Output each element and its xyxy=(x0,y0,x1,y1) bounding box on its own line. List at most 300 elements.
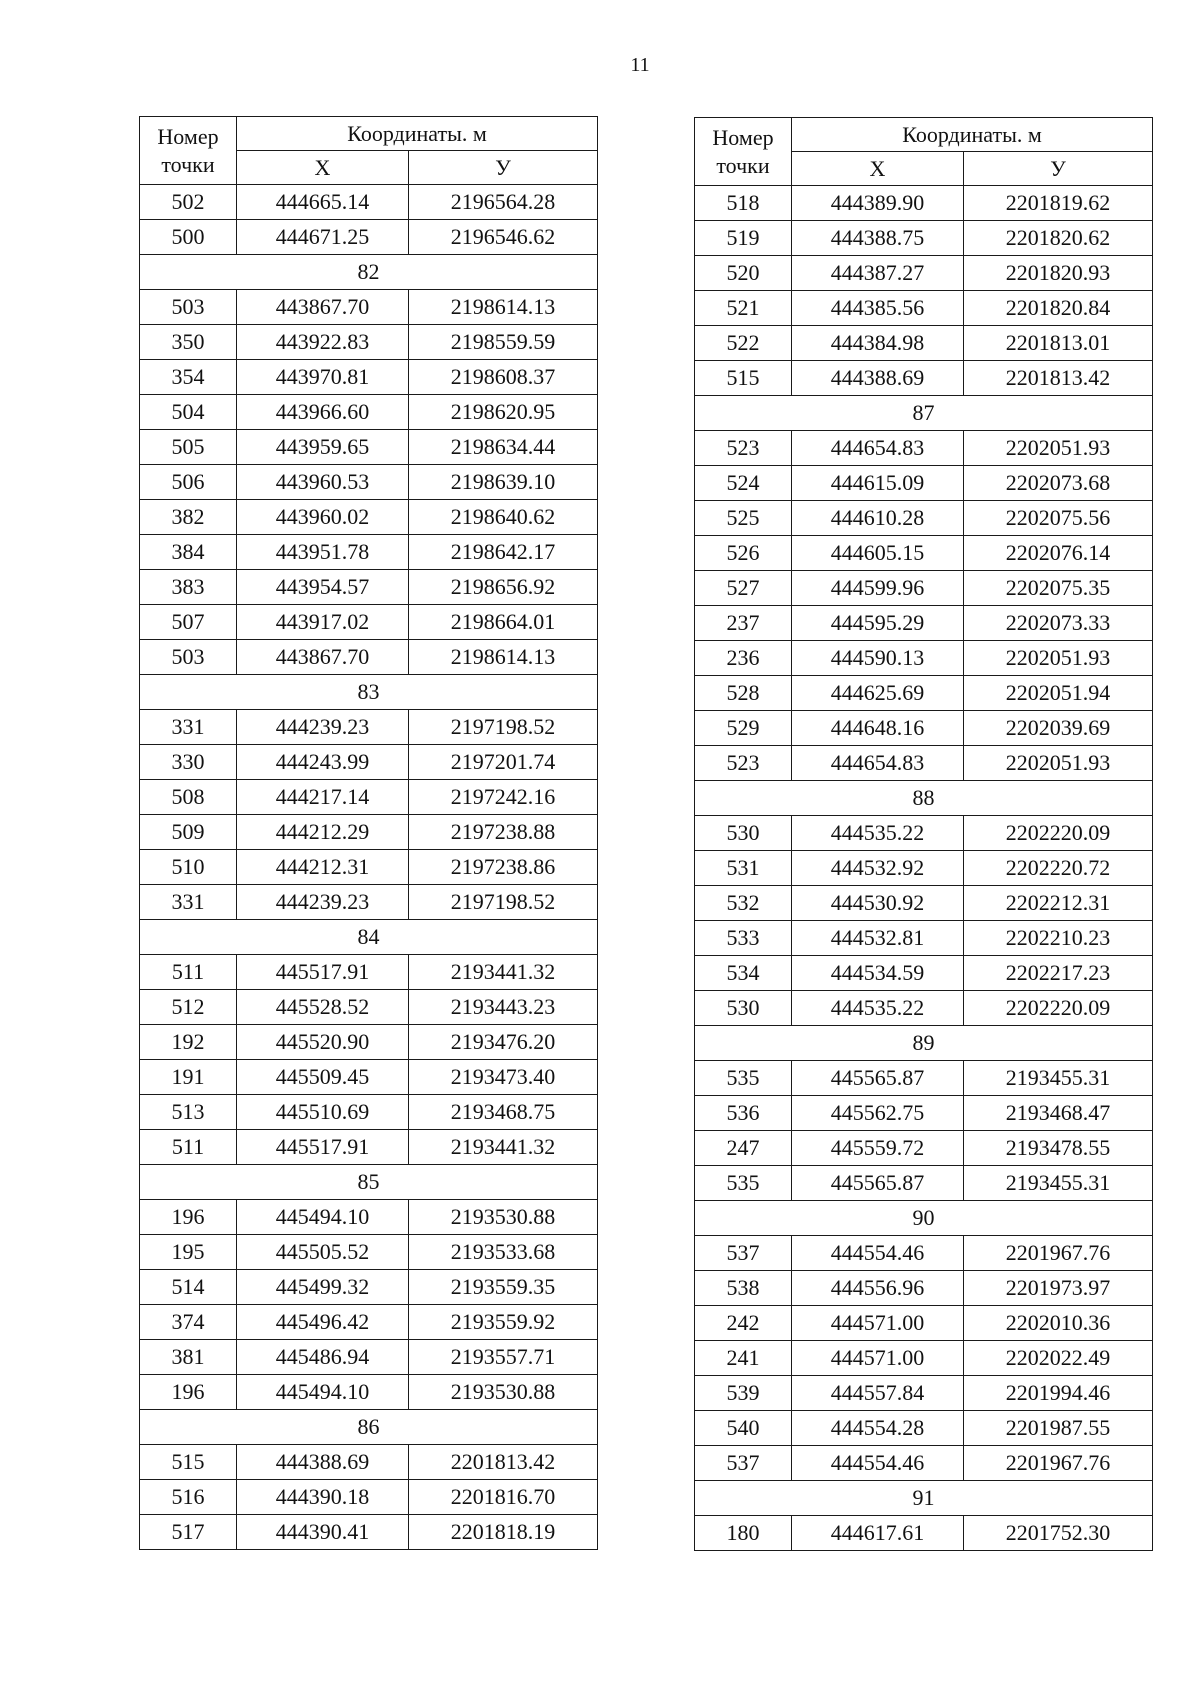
point-number-cell: 517 xyxy=(140,1515,237,1550)
group-row xyxy=(140,675,598,710)
point-number-cell: 512 xyxy=(140,990,237,1025)
point-number-cell: 537 xyxy=(695,1236,792,1271)
table-row xyxy=(695,256,1153,291)
x-coordinate-cell: 444388.69 xyxy=(237,1445,409,1480)
point-number-cell: 516 xyxy=(140,1480,237,1515)
x-coordinate-cell: 445509.45 xyxy=(237,1060,409,1095)
point-number-cell: 522 xyxy=(695,326,792,361)
table-row xyxy=(140,885,598,920)
y-coordinate-cell: 2202051.93 xyxy=(964,431,1153,466)
table-row xyxy=(695,466,1153,501)
point-number-cell: 381 xyxy=(140,1340,237,1375)
y-coordinate-cell: 2193455.31 xyxy=(964,1061,1153,1096)
point-number-cell: 192 xyxy=(140,1025,237,1060)
table-row xyxy=(695,536,1153,571)
x-coordinate-cell: 444530.92 xyxy=(792,886,964,921)
table-row xyxy=(695,886,1153,921)
header-x: X xyxy=(237,151,409,185)
table-row xyxy=(140,1060,598,1095)
point-number-cell: 383 xyxy=(140,570,237,605)
y-coordinate-cell: 2193455.31 xyxy=(964,1166,1153,1201)
y-coordinate-cell: 2201813.01 xyxy=(964,326,1153,361)
point-number-cell: 354 xyxy=(140,360,237,395)
point-number-cell: 530 xyxy=(695,991,792,1026)
x-coordinate-cell: 444534.59 xyxy=(792,956,964,991)
table-row xyxy=(695,1236,1153,1271)
table-row xyxy=(695,1271,1153,1306)
table-row xyxy=(140,955,598,990)
y-coordinate-cell: 2193468.75 xyxy=(409,1095,598,1130)
table-row xyxy=(695,956,1153,991)
point-number-cell: 195 xyxy=(140,1235,237,1270)
point-number-cell: 524 xyxy=(695,466,792,501)
header-coordinates: Координаты. м xyxy=(792,118,1153,152)
point-number-cell: 508 xyxy=(140,780,237,815)
y-coordinate-cell: 2198634.44 xyxy=(409,430,598,465)
table-row xyxy=(140,465,598,500)
y-coordinate-cell: 2202217.23 xyxy=(964,956,1153,991)
y-coordinate-cell: 2201813.42 xyxy=(409,1445,598,1480)
x-coordinate-cell: 444595.29 xyxy=(792,606,964,641)
y-coordinate-cell: 2202051.94 xyxy=(964,676,1153,711)
y-coordinate-cell: 2198614.13 xyxy=(409,290,598,325)
table-row xyxy=(695,851,1153,886)
table-row xyxy=(140,1270,598,1305)
point-number-cell: 505 xyxy=(140,430,237,465)
x-coordinate-cell: 444556.96 xyxy=(792,1271,964,1306)
table-row xyxy=(140,1130,598,1165)
point-number-cell: 242 xyxy=(695,1306,792,1341)
point-number-cell: 509 xyxy=(140,815,237,850)
point-number-cell: 515 xyxy=(695,361,792,396)
y-coordinate-cell: 2193530.88 xyxy=(409,1200,598,1235)
x-coordinate-cell: 445494.10 xyxy=(237,1375,409,1410)
y-coordinate-cell: 2198559.59 xyxy=(409,325,598,360)
x-coordinate-cell: 444599.96 xyxy=(792,571,964,606)
y-coordinate-cell: 2198656.92 xyxy=(409,570,598,605)
header-coordinates: Координаты. м xyxy=(237,117,598,151)
x-coordinate-cell: 444387.27 xyxy=(792,256,964,291)
x-coordinate-cell: 445520.90 xyxy=(237,1025,409,1060)
point-number-cell: 534 xyxy=(695,956,792,991)
table-row xyxy=(695,1131,1153,1166)
y-coordinate-cell: 2197242.16 xyxy=(409,780,598,815)
x-coordinate-cell: 444532.92 xyxy=(792,851,964,886)
table-row xyxy=(140,1480,598,1515)
x-coordinate-cell: 444571.00 xyxy=(792,1341,964,1376)
x-coordinate-cell: 444554.28 xyxy=(792,1411,964,1446)
point-number-cell: 539 xyxy=(695,1376,792,1411)
y-coordinate-cell: 2193468.47 xyxy=(964,1096,1153,1131)
x-coordinate-cell: 445494.10 xyxy=(237,1200,409,1235)
point-number-cell: 540 xyxy=(695,1411,792,1446)
point-number-cell: 521 xyxy=(695,291,792,326)
group-label: 83 xyxy=(140,675,598,710)
x-coordinate-cell: 444617.61 xyxy=(792,1516,964,1551)
point-number-cell: 237 xyxy=(695,606,792,641)
y-coordinate-cell: 2202210.23 xyxy=(964,921,1153,956)
y-coordinate-cell: 2201967.76 xyxy=(964,1446,1153,1481)
y-coordinate-cell: 2202039.69 xyxy=(964,711,1153,746)
table-row xyxy=(140,1200,598,1235)
point-number-cell: 196 xyxy=(140,1375,237,1410)
table-row xyxy=(695,1516,1153,1551)
point-number-cell: 535 xyxy=(695,1166,792,1201)
y-coordinate-cell: 2193443.23 xyxy=(409,990,598,1025)
y-coordinate-cell: 2193559.35 xyxy=(409,1270,598,1305)
point-number-cell: 511 xyxy=(140,1130,237,1165)
x-coordinate-cell: 443917.02 xyxy=(237,605,409,640)
table-row xyxy=(695,1411,1153,1446)
point-number-cell: 532 xyxy=(695,886,792,921)
y-coordinate-cell: 2202075.56 xyxy=(964,501,1153,536)
point-number-cell: 529 xyxy=(695,711,792,746)
group-row xyxy=(695,396,1153,431)
table-row xyxy=(695,606,1153,641)
y-coordinate-cell: 2201818.19 xyxy=(409,1515,598,1550)
y-coordinate-cell: 2198640.62 xyxy=(409,500,598,535)
table-row xyxy=(695,1341,1153,1376)
group-label: 89 xyxy=(695,1026,1153,1061)
x-coordinate-cell: 444535.22 xyxy=(792,991,964,1026)
table-row xyxy=(140,500,598,535)
x-coordinate-cell: 443867.70 xyxy=(237,640,409,675)
point-number-cell: 537 xyxy=(695,1446,792,1481)
point-number-cell: 527 xyxy=(695,571,792,606)
y-coordinate-cell: 2201967.76 xyxy=(964,1236,1153,1271)
table-row xyxy=(140,1515,598,1550)
table-row xyxy=(140,1375,598,1410)
x-coordinate-cell: 444385.56 xyxy=(792,291,964,326)
y-coordinate-cell: 2193441.32 xyxy=(409,1130,598,1165)
x-coordinate-cell: 443959.65 xyxy=(237,430,409,465)
y-coordinate-cell: 2197198.52 xyxy=(409,885,598,920)
table-row xyxy=(695,221,1153,256)
x-coordinate-cell: 443960.02 xyxy=(237,500,409,535)
table-row xyxy=(140,395,598,430)
y-coordinate-cell: 2193557.71 xyxy=(409,1340,598,1375)
y-coordinate-cell: 2198642.17 xyxy=(409,535,598,570)
point-number-cell: 526 xyxy=(695,536,792,571)
y-coordinate-cell: 2202010.36 xyxy=(964,1306,1153,1341)
point-number-cell: 503 xyxy=(140,290,237,325)
y-coordinate-cell: 2201820.62 xyxy=(964,221,1153,256)
y-coordinate-cell: 2193530.88 xyxy=(409,1375,598,1410)
x-coordinate-cell: 443970.81 xyxy=(237,360,409,395)
y-coordinate-cell: 2197238.86 xyxy=(409,850,598,885)
x-coordinate-cell: 445486.94 xyxy=(237,1340,409,1375)
y-coordinate-cell: 2193473.40 xyxy=(409,1060,598,1095)
y-coordinate-cell: 2201813.42 xyxy=(964,361,1153,396)
group-label: 86 xyxy=(140,1410,598,1445)
header-point-number: Номер точки xyxy=(695,118,792,186)
table-row xyxy=(695,501,1153,536)
coordinates-table-left xyxy=(139,116,598,1550)
point-number-cell: 528 xyxy=(695,676,792,711)
point-number-cell: 523 xyxy=(695,431,792,466)
point-number-cell: 511 xyxy=(140,955,237,990)
y-coordinate-cell: 2202075.35 xyxy=(964,571,1153,606)
y-coordinate-cell: 2197198.52 xyxy=(409,710,598,745)
group-label: 90 xyxy=(695,1201,1153,1236)
point-number-cell: 531 xyxy=(695,851,792,886)
x-coordinate-cell: 444243.99 xyxy=(237,745,409,780)
x-coordinate-cell: 444610.28 xyxy=(792,501,964,536)
point-number-cell: 507 xyxy=(140,605,237,640)
point-number-cell: 330 xyxy=(140,745,237,780)
group-row xyxy=(695,1481,1153,1516)
point-number-cell: 241 xyxy=(695,1341,792,1376)
table-row xyxy=(695,1306,1153,1341)
header-y: У xyxy=(409,151,598,185)
x-coordinate-cell: 443922.83 xyxy=(237,325,409,360)
point-number-cell: 500 xyxy=(140,220,237,255)
x-coordinate-cell: 443960.53 xyxy=(237,465,409,500)
point-number-cell: 382 xyxy=(140,500,237,535)
x-coordinate-cell: 444390.41 xyxy=(237,1515,409,1550)
y-coordinate-cell: 2196546.62 xyxy=(409,220,598,255)
x-coordinate-cell: 444557.84 xyxy=(792,1376,964,1411)
y-coordinate-cell: 2201987.55 xyxy=(964,1411,1153,1446)
point-number-cell: 513 xyxy=(140,1095,237,1130)
coordinates-table-right xyxy=(694,117,1153,1551)
table-row xyxy=(140,1235,598,1270)
group-row xyxy=(695,781,1153,816)
group-label: 85 xyxy=(140,1165,598,1200)
table-row xyxy=(695,1096,1153,1131)
x-coordinate-cell: 445562.75 xyxy=(792,1096,964,1131)
table-row xyxy=(140,360,598,395)
y-coordinate-cell: 2202022.49 xyxy=(964,1341,1153,1376)
table-row xyxy=(140,290,598,325)
group-row xyxy=(140,1410,598,1445)
table-row xyxy=(695,571,1153,606)
point-number-cell: 530 xyxy=(695,816,792,851)
point-number-cell: 520 xyxy=(695,256,792,291)
point-number-cell: 196 xyxy=(140,1200,237,1235)
table-row xyxy=(695,816,1153,851)
x-coordinate-cell: 445565.87 xyxy=(792,1166,964,1201)
group-label: 87 xyxy=(695,396,1153,431)
table-row xyxy=(695,921,1153,956)
point-number-cell: 502 xyxy=(140,185,237,220)
table-row xyxy=(140,850,598,885)
x-coordinate-cell: 444615.09 xyxy=(792,466,964,501)
x-coordinate-cell: 444388.75 xyxy=(792,221,964,256)
table-row xyxy=(140,220,598,255)
y-coordinate-cell: 2201994.46 xyxy=(964,1376,1153,1411)
table-row xyxy=(140,430,598,465)
x-coordinate-cell: 443966.60 xyxy=(237,395,409,430)
point-number-cell: 519 xyxy=(695,221,792,256)
x-coordinate-cell: 444654.83 xyxy=(792,746,964,781)
point-number-cell: 538 xyxy=(695,1271,792,1306)
y-coordinate-cell: 2202220.72 xyxy=(964,851,1153,886)
y-coordinate-cell: 2193476.20 xyxy=(409,1025,598,1060)
group-label: 84 xyxy=(140,920,598,955)
x-coordinate-cell: 444390.18 xyxy=(237,1480,409,1515)
point-number-cell: 331 xyxy=(140,710,237,745)
x-coordinate-cell: 444388.69 xyxy=(792,361,964,396)
point-number-cell: 503 xyxy=(140,640,237,675)
x-coordinate-cell: 444384.98 xyxy=(792,326,964,361)
point-number-cell: 515 xyxy=(140,1445,237,1480)
table-row xyxy=(695,711,1153,746)
y-coordinate-cell: 2198614.13 xyxy=(409,640,598,675)
table-row xyxy=(695,1376,1153,1411)
x-coordinate-cell: 445517.91 xyxy=(237,1130,409,1165)
table-row xyxy=(695,291,1153,326)
y-coordinate-cell: 2197201.74 xyxy=(409,745,598,780)
y-coordinate-cell: 2198608.37 xyxy=(409,360,598,395)
x-coordinate-cell: 444554.46 xyxy=(792,1236,964,1271)
table-row xyxy=(695,1166,1153,1201)
point-number-cell: 536 xyxy=(695,1096,792,1131)
group-row xyxy=(695,1026,1153,1061)
table-row xyxy=(695,676,1153,711)
table-row xyxy=(140,535,598,570)
y-coordinate-cell: 2202051.93 xyxy=(964,641,1153,676)
y-coordinate-cell: 2201973.97 xyxy=(964,1271,1153,1306)
point-number-cell: 384 xyxy=(140,535,237,570)
point-number-cell: 514 xyxy=(140,1270,237,1305)
x-coordinate-cell: 444532.81 xyxy=(792,921,964,956)
table-row xyxy=(140,1025,598,1060)
x-coordinate-cell: 443951.78 xyxy=(237,535,409,570)
table-row xyxy=(140,1305,598,1340)
table-row xyxy=(695,361,1153,396)
point-number-cell: 510 xyxy=(140,850,237,885)
group-label: 82 xyxy=(140,255,598,290)
point-number-cell: 331 xyxy=(140,885,237,920)
x-coordinate-cell: 444590.13 xyxy=(792,641,964,676)
table-row xyxy=(140,1340,598,1375)
y-coordinate-cell: 2201820.93 xyxy=(964,256,1153,291)
table-row xyxy=(140,745,598,780)
group-label: 88 xyxy=(695,781,1153,816)
y-coordinate-cell: 2198620.95 xyxy=(409,395,598,430)
x-coordinate-cell: 444554.46 xyxy=(792,1446,964,1481)
table-row xyxy=(695,1061,1153,1096)
x-coordinate-cell: 445559.72 xyxy=(792,1131,964,1166)
point-number-cell: 523 xyxy=(695,746,792,781)
x-coordinate-cell: 444389.90 xyxy=(792,186,964,221)
y-coordinate-cell: 2201819.62 xyxy=(964,186,1153,221)
table-row xyxy=(140,815,598,850)
y-coordinate-cell: 2201820.84 xyxy=(964,291,1153,326)
header-point-number: Номер точки xyxy=(140,117,237,185)
x-coordinate-cell: 444239.23 xyxy=(237,710,409,745)
x-coordinate-cell: 445496.42 xyxy=(237,1305,409,1340)
y-coordinate-cell: 2202220.09 xyxy=(964,816,1153,851)
point-number-cell: 236 xyxy=(695,641,792,676)
y-coordinate-cell: 2198639.10 xyxy=(409,465,598,500)
point-number-cell: 504 xyxy=(140,395,237,430)
x-coordinate-cell: 444217.14 xyxy=(237,780,409,815)
x-coordinate-cell: 445499.32 xyxy=(237,1270,409,1305)
group-label: 91 xyxy=(695,1481,1153,1516)
x-coordinate-cell: 444212.31 xyxy=(237,850,409,885)
page-number: 11 xyxy=(630,54,650,76)
table-row xyxy=(140,640,598,675)
point-number-cell: 350 xyxy=(140,325,237,360)
x-coordinate-cell: 445505.52 xyxy=(237,1235,409,1270)
table-row xyxy=(140,605,598,640)
table-row xyxy=(140,990,598,1025)
point-number-cell: 247 xyxy=(695,1131,792,1166)
point-number-cell: 506 xyxy=(140,465,237,500)
y-coordinate-cell: 2202073.33 xyxy=(964,606,1153,641)
header-x: X xyxy=(792,152,964,186)
x-coordinate-cell: 444605.15 xyxy=(792,536,964,571)
y-coordinate-cell: 2196564.28 xyxy=(409,185,598,220)
point-number-cell: 525 xyxy=(695,501,792,536)
table-row xyxy=(140,780,598,815)
y-coordinate-cell: 2202051.93 xyxy=(964,746,1153,781)
x-coordinate-cell: 444239.23 xyxy=(237,885,409,920)
x-coordinate-cell: 444654.83 xyxy=(792,431,964,466)
group-row xyxy=(140,920,598,955)
y-coordinate-cell: 2197238.88 xyxy=(409,815,598,850)
table-row xyxy=(695,1446,1153,1481)
y-coordinate-cell: 2202073.68 xyxy=(964,466,1153,501)
point-number-cell: 191 xyxy=(140,1060,237,1095)
y-coordinate-cell: 2193559.92 xyxy=(409,1305,598,1340)
y-coordinate-cell: 2202076.14 xyxy=(964,536,1153,571)
table-row xyxy=(140,325,598,360)
x-coordinate-cell: 443954.57 xyxy=(237,570,409,605)
point-number-cell: 535 xyxy=(695,1061,792,1096)
group-row xyxy=(140,1165,598,1200)
point-number-cell: 533 xyxy=(695,921,792,956)
y-coordinate-cell: 2193441.32 xyxy=(409,955,598,990)
table-row xyxy=(695,746,1153,781)
x-coordinate-cell: 445517.91 xyxy=(237,955,409,990)
y-coordinate-cell: 2193533.68 xyxy=(409,1235,598,1270)
group-row xyxy=(695,1201,1153,1236)
table-row xyxy=(140,1445,598,1480)
x-coordinate-cell: 445510.69 xyxy=(237,1095,409,1130)
x-coordinate-cell: 444648.16 xyxy=(792,711,964,746)
y-coordinate-cell: 2198664.01 xyxy=(409,605,598,640)
y-coordinate-cell: 2202220.09 xyxy=(964,991,1153,1026)
table-row xyxy=(140,710,598,745)
x-coordinate-cell: 444571.00 xyxy=(792,1306,964,1341)
table-row xyxy=(695,641,1153,676)
table-row xyxy=(695,431,1153,466)
y-coordinate-cell: 2202212.31 xyxy=(964,886,1153,921)
table-row xyxy=(695,326,1153,361)
table-row xyxy=(140,570,598,605)
x-coordinate-cell: 445528.52 xyxy=(237,990,409,1025)
x-coordinate-cell: 444535.22 xyxy=(792,816,964,851)
y-coordinate-cell: 2201816.70 xyxy=(409,1480,598,1515)
group-row xyxy=(140,255,598,290)
table-row xyxy=(695,991,1153,1026)
y-coordinate-cell: 2201752.30 xyxy=(964,1516,1153,1551)
x-coordinate-cell: 444671.25 xyxy=(237,220,409,255)
x-coordinate-cell: 444625.69 xyxy=(792,676,964,711)
x-coordinate-cell: 445565.87 xyxy=(792,1061,964,1096)
x-coordinate-cell: 444212.29 xyxy=(237,815,409,850)
point-number-cell: 374 xyxy=(140,1305,237,1340)
x-coordinate-cell: 443867.70 xyxy=(237,290,409,325)
y-coordinate-cell: 2193478.55 xyxy=(964,1131,1153,1166)
point-number-cell: 518 xyxy=(695,186,792,221)
header-y: У xyxy=(964,152,1153,186)
table-row xyxy=(140,1095,598,1130)
table-row xyxy=(695,186,1153,221)
